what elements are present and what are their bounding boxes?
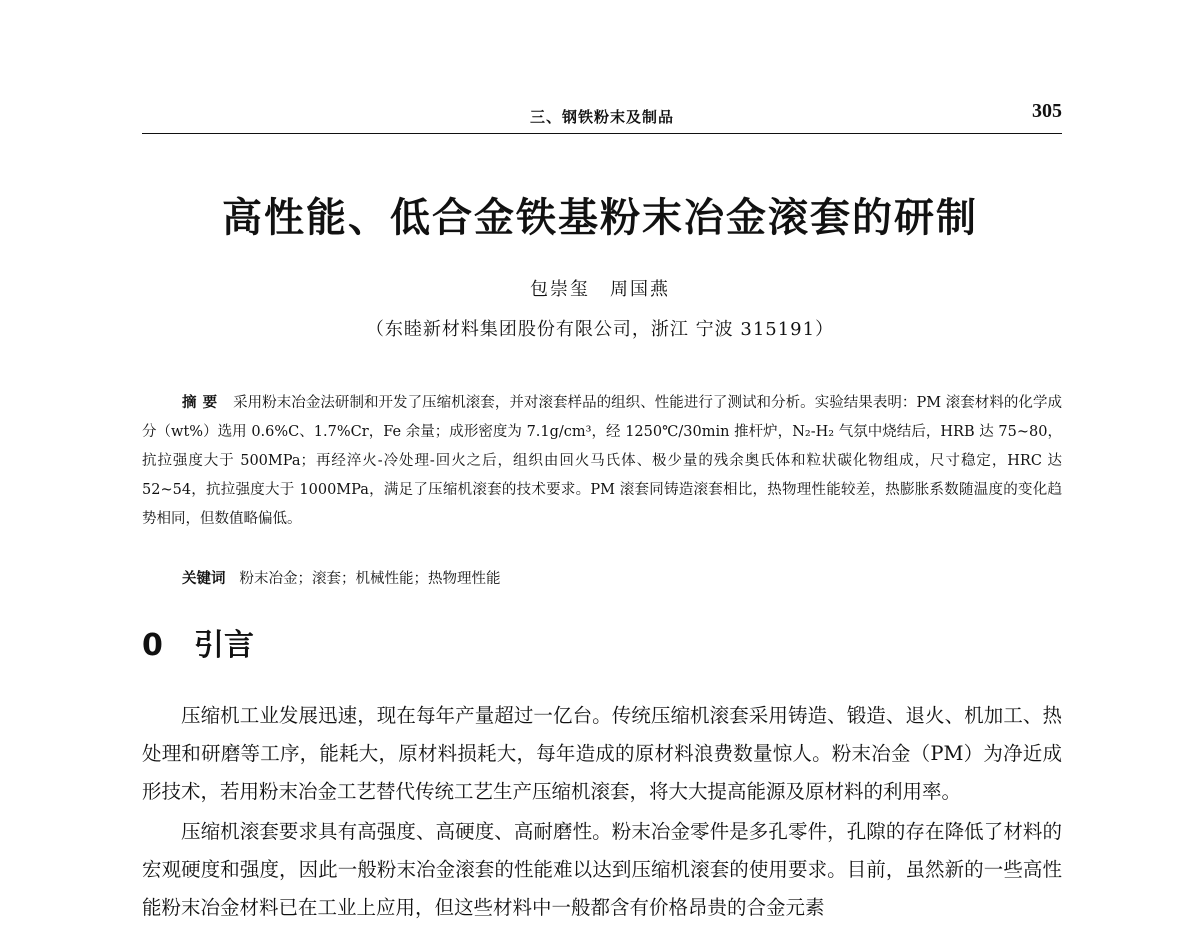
keywords-text: 粉末冶金；滚套；机械性能；热物理性能 [239,571,501,587]
abstract [142,389,1062,534]
abstract-text: 采用粉末冶金法研制和开发了压缩机滚套，并对滚套样品的组织、性能进行了测试和分析。实验结果表明：PM 滚套材料的化学成分（wt%）选用 0.6%C、1.7%Cr，Fe 余量；成形密度为 7.1g/cm³，经 1250℃/30min 推杆炉，N₂-H₂ 气氛中烧结后，HRB 达 75~80，抗拉强度大于 500MPa；再经淬火-冷处理-回火之后，组织由回火马氏体、极少量的残余奥氏体和粒状碳化物组成，尺寸稳定，HRC 达 52~54，抗拉强度大于 1000MPa，满足了压缩机滚套的技术要求。PM 滚套同铸造滚套相比，热物理性能较差，热膨胀系数随温度的变化趋势相同，但数值略偏低。 [142,395,1062,527]
header-rule [142,133,1062,134]
page-number: 305 [1032,100,1062,122]
section-title: 引言 [194,628,254,663]
abstract-label: 摘要 [182,395,224,411]
section-number: 0 [142,628,163,663]
paper-title: 高性能、低合金铁基粉末冶金滚套的研制 [222,195,978,241]
running-header-section: 三、钢铁粉末及制品 [529,108,674,126]
affiliation: （东睦新材料集团股份有限公司，浙江 宁波 315191） [365,319,835,340]
keywords [182,567,501,588]
body-paragraph-1: 压缩机工业发展迅速，现在每年产量超过一亿台。传统压缩机滚套采用铸造、锻造、退火、机加工、热处理和研磨等工序，能耗大，原材料损耗大，每年造成的原材料浪费数量惊人。粉末冶金（PM）为净近成形技术，若用粉末冶金工艺替代传统工艺生产压缩机滚套，将大大提高能源及原材料的利用率。 [142,704,1062,803]
body-paragraph-2: 压缩机滚套要求具有高强度、高硬度、高耐磨性。粉末冶金零件是多孔零件，孔隙的存在降低了材料的宏观硬度和强度，因此一般粉末冶金滚套的性能难以达到压缩机滚套的使用要求。目前，虽然新的一些高性能粉末冶金材料已在工业上应用，但这些材料中一般都含有价格昂贵的合金元素 [142,820,1062,919]
section-heading [142,620,254,664]
body-text [142,697,1062,929]
authors: 包崇玺 周国燕 [530,279,670,300]
keywords-label: 关键词 [182,571,226,587]
running-header [142,100,1062,134]
